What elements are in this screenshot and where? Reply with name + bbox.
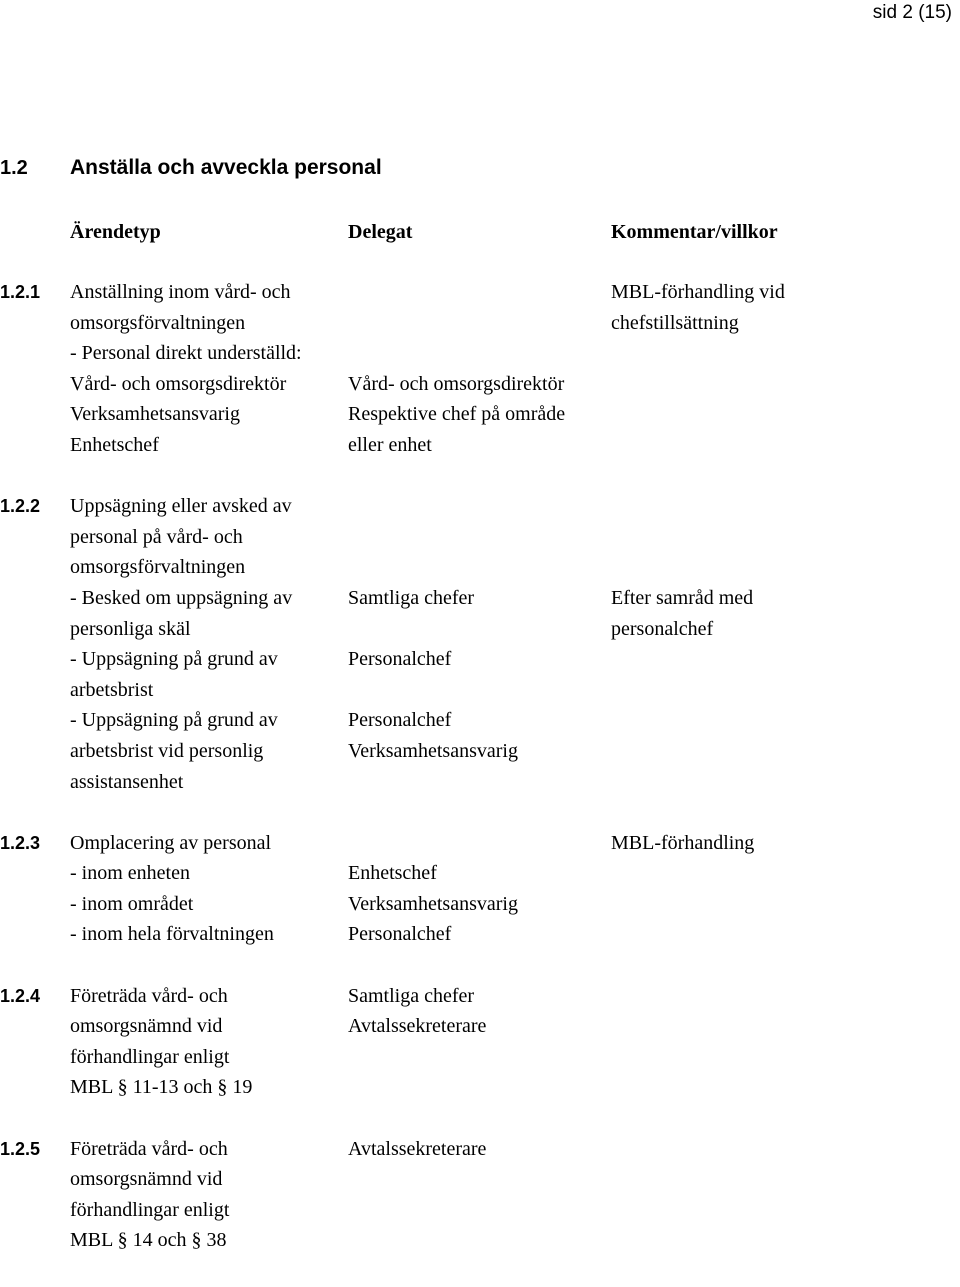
cell-delegate: Samtliga chefer xyxy=(348,586,475,609)
delegation-item xyxy=(0,491,960,797)
cell-comment xyxy=(611,522,960,553)
item-line xyxy=(0,1011,960,1042)
cell-comment xyxy=(611,1195,960,1226)
item-line xyxy=(0,736,960,767)
item-number: 1.2.2 xyxy=(0,496,41,517)
cell-type: Omplacering av personal xyxy=(70,831,272,854)
column-header-delegate: Delegat xyxy=(348,221,413,243)
cell-comment xyxy=(611,369,960,400)
section-heading xyxy=(0,153,382,184)
cell-type: - Besked om uppsägning av xyxy=(70,586,293,609)
cell-comment xyxy=(611,767,960,798)
cell-type: MBL § 14 och § 38 xyxy=(70,1229,227,1252)
cell-comment xyxy=(611,491,960,522)
item-line xyxy=(0,828,960,859)
cell-delegate: Personalchef xyxy=(348,709,452,732)
cell-delegate xyxy=(348,277,611,308)
cell-type: Företräda vård- och xyxy=(70,1137,228,1160)
cell-comment xyxy=(611,338,960,369)
item-line xyxy=(0,889,960,920)
cell-comment xyxy=(611,675,960,706)
item-line xyxy=(0,277,960,308)
cell-delegate xyxy=(348,767,611,798)
item-number: 1.2.4 xyxy=(0,985,41,1006)
cell-delegate xyxy=(348,1164,611,1195)
cell-comment xyxy=(611,1164,960,1195)
cell-comment: MBL-förhandling xyxy=(611,831,755,854)
item-line xyxy=(0,644,960,675)
cell-type: omsorgsförvaltningen xyxy=(70,311,246,334)
cell-delegate: Vård- och omsorgsdirektör xyxy=(348,372,565,395)
cell-type: Uppsägning eller avsked av xyxy=(70,495,292,518)
cell-type: arbetsbrist xyxy=(70,678,154,701)
column-header-type: Ärendetyp xyxy=(70,221,161,243)
cell-delegate xyxy=(348,614,611,645)
item-line xyxy=(0,1195,960,1226)
cell-type: - inom hela förvaltningen xyxy=(70,923,274,946)
cell-comment: MBL-förhandling vid xyxy=(611,281,785,303)
delegation-item xyxy=(0,1134,960,1256)
cell-delegate: Samtliga chefer xyxy=(348,984,475,1007)
section-number: 1.2 xyxy=(0,157,28,179)
cell-type: personliga skäl xyxy=(70,617,191,640)
item-number: 1.2.1 xyxy=(0,282,41,302)
item-line xyxy=(0,1042,960,1073)
cell-type: personal på vård- och xyxy=(70,525,243,548)
cell-delegate: Verksamhetsansvarig xyxy=(348,739,518,762)
item-line xyxy=(0,399,960,430)
cell-type: förhandlingar enligt xyxy=(70,1198,230,1221)
item-line xyxy=(0,1164,960,1195)
cell-type: Företräda vård- och xyxy=(70,984,228,1007)
item-line xyxy=(0,1134,960,1165)
cell-comment xyxy=(611,1011,960,1042)
cell-type: - Uppsägning på grund av xyxy=(70,648,278,671)
item-line xyxy=(0,369,960,400)
cell-comment xyxy=(611,705,960,736)
column-header-comment: Kommentar/villkor xyxy=(611,221,778,243)
cell-comment xyxy=(611,858,960,889)
cell-type: Vård- och omsorgsdirektör xyxy=(70,372,287,395)
cell-type: förhandlingar enligt xyxy=(70,1045,230,1068)
cell-comment xyxy=(611,1134,960,1165)
cell-comment xyxy=(611,919,960,950)
item-line xyxy=(0,614,960,645)
cell-delegate xyxy=(348,308,611,339)
cell-comment: Efter samråd med xyxy=(611,586,754,609)
cell-type: Verksamhetsansvarig xyxy=(70,403,240,426)
cell-delegate xyxy=(348,675,611,706)
cell-delegate xyxy=(348,491,611,522)
section-title: Anställa och avveckla personal xyxy=(70,156,382,179)
item-line xyxy=(0,1072,960,1103)
cell-delegate: Personalchef xyxy=(348,648,452,671)
item-line xyxy=(0,430,960,461)
cell-delegate: eller enhet xyxy=(348,433,432,456)
cell-comment xyxy=(611,552,960,583)
cell-comment xyxy=(611,981,960,1012)
cell-delegate xyxy=(348,552,611,583)
cell-type: omsorgsnämnd vid xyxy=(70,1015,223,1038)
cell-comment xyxy=(611,644,960,675)
item-line xyxy=(0,675,960,706)
cell-delegate xyxy=(348,522,611,553)
item-line xyxy=(0,1225,960,1256)
cell-delegate xyxy=(348,338,611,369)
cell-delegate: Enhetschef xyxy=(348,862,437,885)
cell-comment xyxy=(611,430,960,461)
item-line xyxy=(0,767,960,798)
cell-comment xyxy=(611,1042,960,1073)
cell-delegate: Respektive chef på område xyxy=(348,403,566,426)
cell-delegate xyxy=(348,1072,611,1103)
item-line xyxy=(0,919,960,950)
delegation-item xyxy=(0,828,960,950)
delegation-item xyxy=(0,277,960,461)
cell-type: - inom området xyxy=(70,892,194,915)
item-line xyxy=(0,583,960,614)
cell-comment xyxy=(611,1072,960,1103)
cell-comment: chefstillsättning xyxy=(611,311,739,334)
item-line xyxy=(0,552,960,583)
item-line xyxy=(0,858,960,889)
cell-comment xyxy=(611,399,960,430)
page-number: sid 2 (15) xyxy=(872,2,952,23)
item-line xyxy=(0,491,960,522)
cell-delegate: Verksamhetsansvarig xyxy=(348,892,518,915)
cell-delegate xyxy=(348,1042,611,1073)
item-line xyxy=(0,308,960,339)
item-number: 1.2.5 xyxy=(0,1138,41,1159)
delegation-item xyxy=(0,981,960,1103)
cell-delegate: Avtalssekreterare xyxy=(348,1137,487,1160)
cell-delegate xyxy=(348,828,611,859)
cell-comment xyxy=(611,889,960,920)
item-number: 1.2.3 xyxy=(0,832,41,853)
cell-comment xyxy=(611,736,960,767)
cell-delegate xyxy=(348,1195,611,1226)
cell-delegate: Personalchef xyxy=(348,923,452,946)
cell-type: - inom enheten xyxy=(70,862,190,885)
cell-comment xyxy=(611,1225,960,1256)
delegation-items xyxy=(0,277,960,1287)
cell-delegate: Avtalssekreterare xyxy=(348,1015,487,1038)
cell-delegate xyxy=(348,1225,611,1256)
cell-type: MBL § 11-13 och § 19 xyxy=(70,1076,253,1099)
cell-type: - Personal direkt underställd: xyxy=(70,342,302,365)
cell-type: omsorgsnämnd vid xyxy=(70,1168,223,1191)
cell-type: - Uppsägning på grund av xyxy=(70,709,278,732)
item-line xyxy=(0,338,960,369)
cell-type: omsorgsförvaltningen xyxy=(70,556,246,579)
item-line xyxy=(0,705,960,736)
cell-type: Enhetschef xyxy=(70,433,159,456)
item-line xyxy=(0,522,960,553)
cell-type: arbetsbrist vid personlig xyxy=(70,739,264,762)
item-line xyxy=(0,981,960,1012)
cell-type: Anställning inom vård- och xyxy=(70,281,291,303)
cell-type: assistansenhet xyxy=(70,770,184,793)
cell-comment: personalchef xyxy=(611,617,714,640)
